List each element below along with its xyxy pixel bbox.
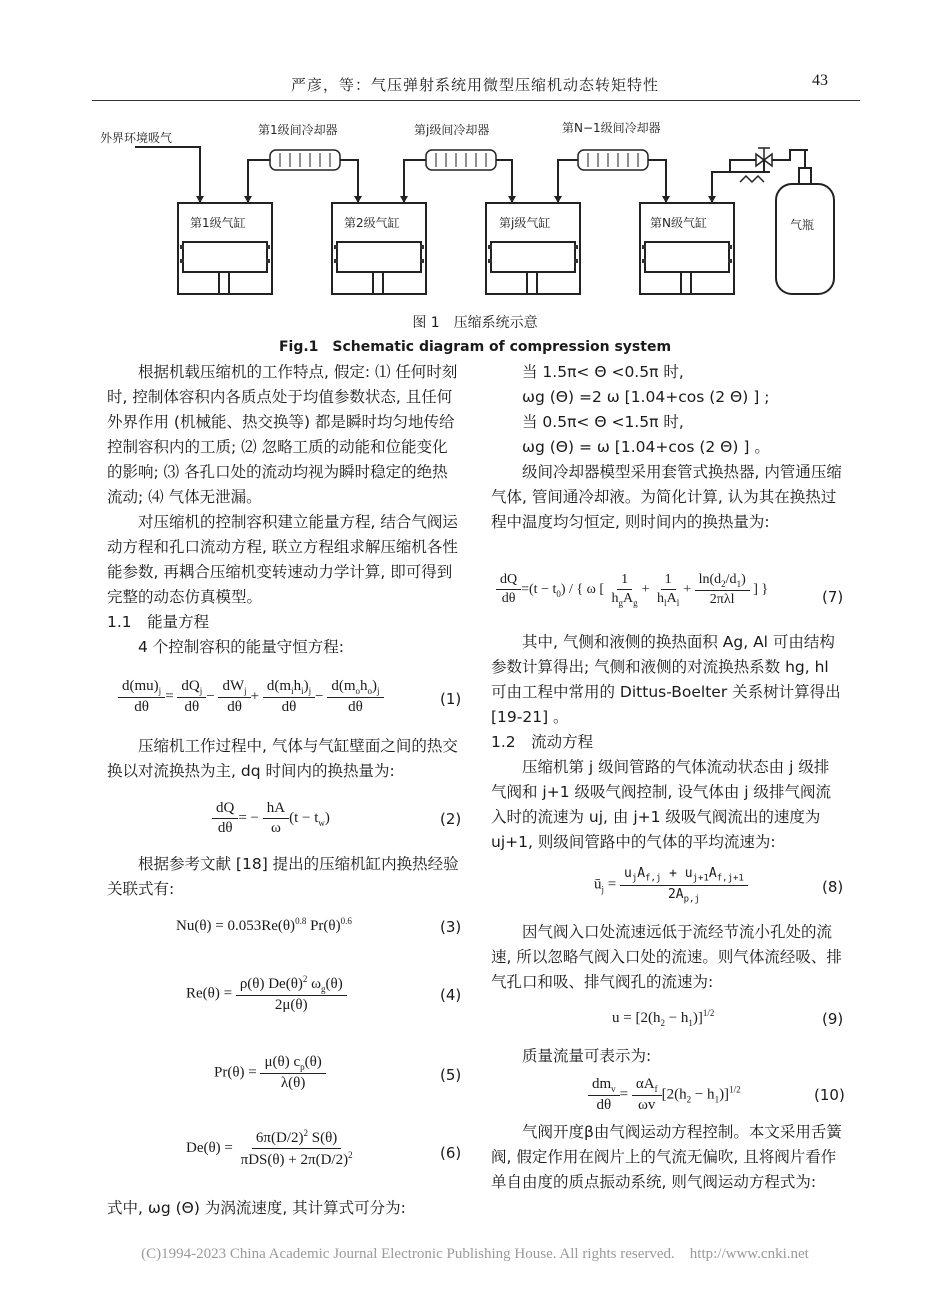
label-cooler-1: 第1级间冷却器 <box>258 123 338 137</box>
equation-10: $\frac{dm_v}{d\theta}$ = $\frac{\alpha A_f}{\omega v}$ $[2(h_2 - h_1)]^{1/2}$ <box>588 1076 741 1114</box>
valve-motion-paragraph: 气阀开度β由气阀运动方程控制。本文采用舌簧阀, 假定作用在阀片上的气流无偏吹, 且将阀片看作单自由度的质点振动系统, 则气阀运动方程式为: <box>491 1123 842 1191</box>
label-gas-bottle: 气瓶 <box>790 218 815 232</box>
equation-number-6: (6) <box>440 1144 462 1162</box>
equation-4: Re(θ) = $\frac{\rho(\theta) De(\theta)^2 \omega_g(\theta)}{2\mu(\theta)}$ <box>186 974 347 1014</box>
label-cooler-j: 第j级间冷却器 <box>414 123 490 137</box>
compression-system-diagram <box>100 112 860 308</box>
page-number: 43 <box>812 72 828 89</box>
case-2-condition: 当 0.5π< Θ <1.5π 时, <box>522 413 684 431</box>
equation-number-5: (5) <box>440 1066 462 1084</box>
equation-3: $Nu(\theta) = 0.053Re(\theta)^{0.8}$ $Pr(\theta)^{0.6}$ <box>176 916 352 934</box>
equation-number-8: (8) <box>822 878 844 896</box>
energy-intro: 4 个控制容积的能量守恒方程: <box>138 638 345 656</box>
model-paragraph: 对压缩机的控制容积建立能量方程, 结合气阀运动方程和孔口流动方程, 联立方程组求解压缩机各性能参数, 再耦合压缩机变转速动力学计算, 即可得到完整的动态仿真模型。 <box>107 513 458 606</box>
equation-number-9: (9) <box>822 1010 844 1028</box>
label-cylinder-1: 第1级气缸 <box>190 216 246 230</box>
assumptions-paragraph: 根据机载压缩机的工作特点, 假定: ⑴ 任何时刻时, 控制体容积内各质点处于均值参数状态, 且任何外界作用 (机械能、热交换等) 都是瞬时均匀地传给控制容积内的工质; ⑵ 忽略工质的动能和位能变化的影响; ⑶ 各孔口处的流动均视为瞬时稳定的绝热流动; ⑷ 气体无泄漏。 <box>107 363 458 506</box>
figure-caption-cn: 图 1 压缩系统示意 <box>412 315 538 331</box>
heat-exchange-paragraph: 压缩机工作过程中, 气体与气缸壁面之间的热交换以对流换热为主, dq 时间内的换热量为: <box>107 737 458 780</box>
label-cylinder-2: 第2级气缸 <box>344 216 400 230</box>
equation-1: $\frac{d(mu)_j}{d\theta}$ = $\frac{dQ_j}{d\theta}$ − $\frac{dW_j}{d\theta}$ + $\frac{d(m_ih_i)_j}{d\theta}$ − $\frac{d(m_oh_o)_j}{d\theta}$ <box>118 678 384 716</box>
running-header: 严彦，等：气压弹射系统用微型压缩机动态转矩特性 <box>290 76 659 94</box>
equation-5: Pr(θ) = $\frac{\mu(\theta) c_p(\theta)}{\lambda(\theta)}$ <box>214 1054 326 1092</box>
heat-area-paragraph: 其中, 气侧和液侧的换热面积 Ag, Al 可由结构参数计算得出; 气侧和液侧的对流换热系数 hg, hl 可由工程中常用的 Dittus-Boelter 关系树计算得出 [19-21] 。 <box>491 633 841 726</box>
cooler-paragraph: 级间冷却器模型采用套管式换热器, 内管通压缩气体, 管间通冷却液。为简化计算, 认为其在换热过程中温度均匀恒定, 则时间内的换热量为: <box>491 463 842 531</box>
label-cylinder-j: 第j级气缸 <box>499 216 551 230</box>
equation-number-10: (10) <box>814 1086 845 1104</box>
right-column-velocity <box>491 920 843 995</box>
left-column-text-top <box>107 360 459 660</box>
left-column-text-ref <box>107 852 459 902</box>
equation-7: $\frac{dQ}{d\theta}$ $=(t - t_0)$ / { ω [ $\frac{1}{h_gA_g}$ + $\frac{1}{h_lA_l}$ + $\frac{\ln(d_2/d_1)}{\text{2πλl}}$ ] } <box>496 572 768 608</box>
header-rule <box>92 100 860 101</box>
case-2-formula: ωg (Θ) = ω [1.04+cos (2 Θ) ] 。 <box>522 438 770 456</box>
right-column-heat-areas <box>491 630 843 855</box>
equation-number-7: (7) <box>822 588 844 606</box>
case-1-condition: 当 1.5π< Θ <0.5π 时, <box>522 363 684 381</box>
velocity-paragraph: 因气阀入口处流速远低于流经节流小孔处的流速, 所以忽略气阀入口处的流速。则气体流经吸、排气孔口和吸、排气阀孔的流速为: <box>491 923 842 991</box>
equation-number-4: (4) <box>440 986 462 1004</box>
label-cylinder-n: 第N级气缸 <box>650 216 707 230</box>
correlation-intro: 根据参考文献 [18] 提出的压缩机缸内换热经验关联式有: <box>107 855 459 898</box>
equation-6: De(θ) = $\frac{6\pi(D/2)^2 S(\theta)}{\pi DS(\theta) + 2\pi(D/2)^2}$ <box>186 1128 353 1168</box>
label-intake: 外界环境吸气 <box>100 131 173 145</box>
right-column-cases <box>491 360 843 535</box>
left-column-text-bottom <box>107 1196 459 1221</box>
equation-number-3: (3) <box>440 918 462 936</box>
label-cooler-n: 第N−1级间冷却器 <box>562 121 661 135</box>
case-1-formula: ωg (Θ) =2 ω [1.04+cos (2 Θ) ] ; <box>522 388 770 406</box>
mass-flow-intro: 质量流量可表示为: <box>522 1047 652 1065</box>
swirl-velocity-intro: 式中, ωg (Θ) 为涡流速度, 其计算式可分为: <box>107 1199 406 1217</box>
equation-number-2: (2) <box>440 810 462 828</box>
section-1-1-heading: 1.1 能量方程 <box>107 613 210 631</box>
left-column-text-mid <box>107 734 459 784</box>
equation-9: $u = [2(h_2 - h_1)]^{1/2}$ <box>612 1008 715 1028</box>
equation-number-1: (1) <box>440 690 462 708</box>
right-column-valve <box>491 1120 843 1195</box>
section-1-2-heading: 1.2 流动方程 <box>491 733 594 751</box>
copyright-footer: (C)1994-2023 China Academic Journal Electronic Publishing House. All rights reserved. http://www.cnki.net <box>141 1246 809 1262</box>
equation-2: $\frac{dQ}{d\theta}$ = − $\frac{hA}{\omega}$ $(t - t_w)$ <box>212 800 330 837</box>
flow-state-paragraph: 压缩机第 j 级间管路的气体流动状态由 j 级排气阀和 j+1 级吸气阀控制, 设气体由 j 级排气阀流入时的流速为 uj, 由 j+1 级吸气阀流出的速度为 uj+1, 则级间管路中的气体的平均流速为: <box>491 758 832 851</box>
equation-8: $ū_j$ = $\frac{u_jA_{f,j} + u_{j+1}A_{f,j+1}}{2A_{p,j}}$ <box>594 866 748 904</box>
figure-caption-en: Fig.1 Schematic diagram of compression system <box>278 339 672 355</box>
right-column-mass-flow <box>491 1044 843 1069</box>
